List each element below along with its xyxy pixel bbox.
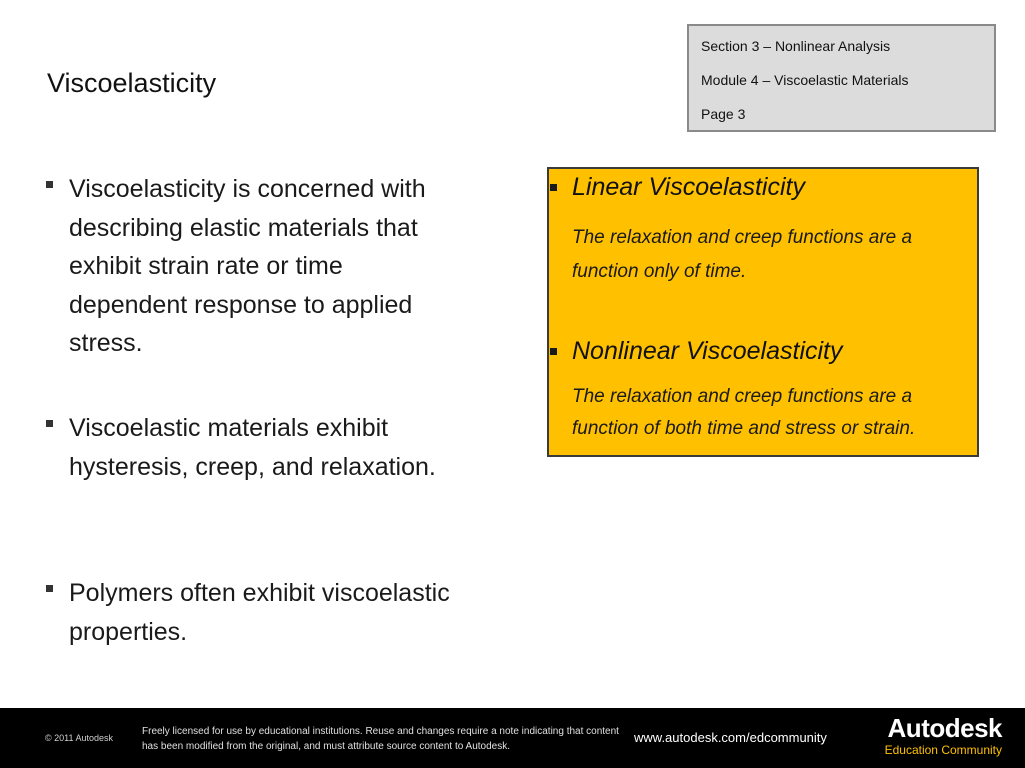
autodesk-logo [862, 714, 1002, 757]
square-bullet-icon [46, 420, 53, 427]
square-bullet-icon [550, 348, 557, 355]
item-heading: Linear Viscoelasticity [572, 173, 805, 201]
square-bullet-icon [46, 181, 53, 188]
section-info-box [687, 24, 996, 132]
item-heading: Nonlinear Viscoelasticity [572, 337, 843, 365]
logo-wordmark: Autodesk [887, 713, 1002, 743]
slide-title: Viscoelasticity [47, 68, 217, 98]
copyright-text: © 2011 Autodesk [45, 733, 114, 743]
bullet-item [46, 409, 466, 486]
square-bullet-icon [550, 184, 557, 191]
logo-subtitle: Education Community [884, 743, 1002, 757]
bullet-text: Viscoelasticity is concerned with describing elastic materials that exhibit strain rate or time dependent response to applied stress. [69, 175, 426, 357]
item-description: The relaxation and creep functions are a function of both time and stress or strain. [572, 386, 916, 439]
bullet-text: Viscoelastic materials exhibit hysteresis, creep, and relaxation. [69, 414, 436, 481]
section-label: Section 3 – Nonlinear Analysis [701, 38, 891, 54]
edcommunity-link[interactable]: www.autodesk.com/edcommunity [634, 730, 827, 745]
bullet-text: Polymers often exhibit viscoelastic properties. [69, 579, 450, 646]
page-label: Page 3 [701, 106, 746, 122]
viscoelasticity-types-box [547, 167, 979, 457]
license-text: Freely licensed for use by educational institutions. Reuse and changes require a note indicating that content has been modified from the original, and must attribute source content to Autodesk. [142, 726, 619, 752]
bullet-item [46, 170, 466, 363]
square-bullet-icon [46, 585, 53, 592]
module-label: Module 4 – Viscoelastic Materials [701, 72, 909, 88]
item-description: The relaxation and creep functions are a function only of time. [572, 227, 913, 282]
bullet-item [46, 574, 466, 651]
footer-bar [0, 708, 1025, 768]
